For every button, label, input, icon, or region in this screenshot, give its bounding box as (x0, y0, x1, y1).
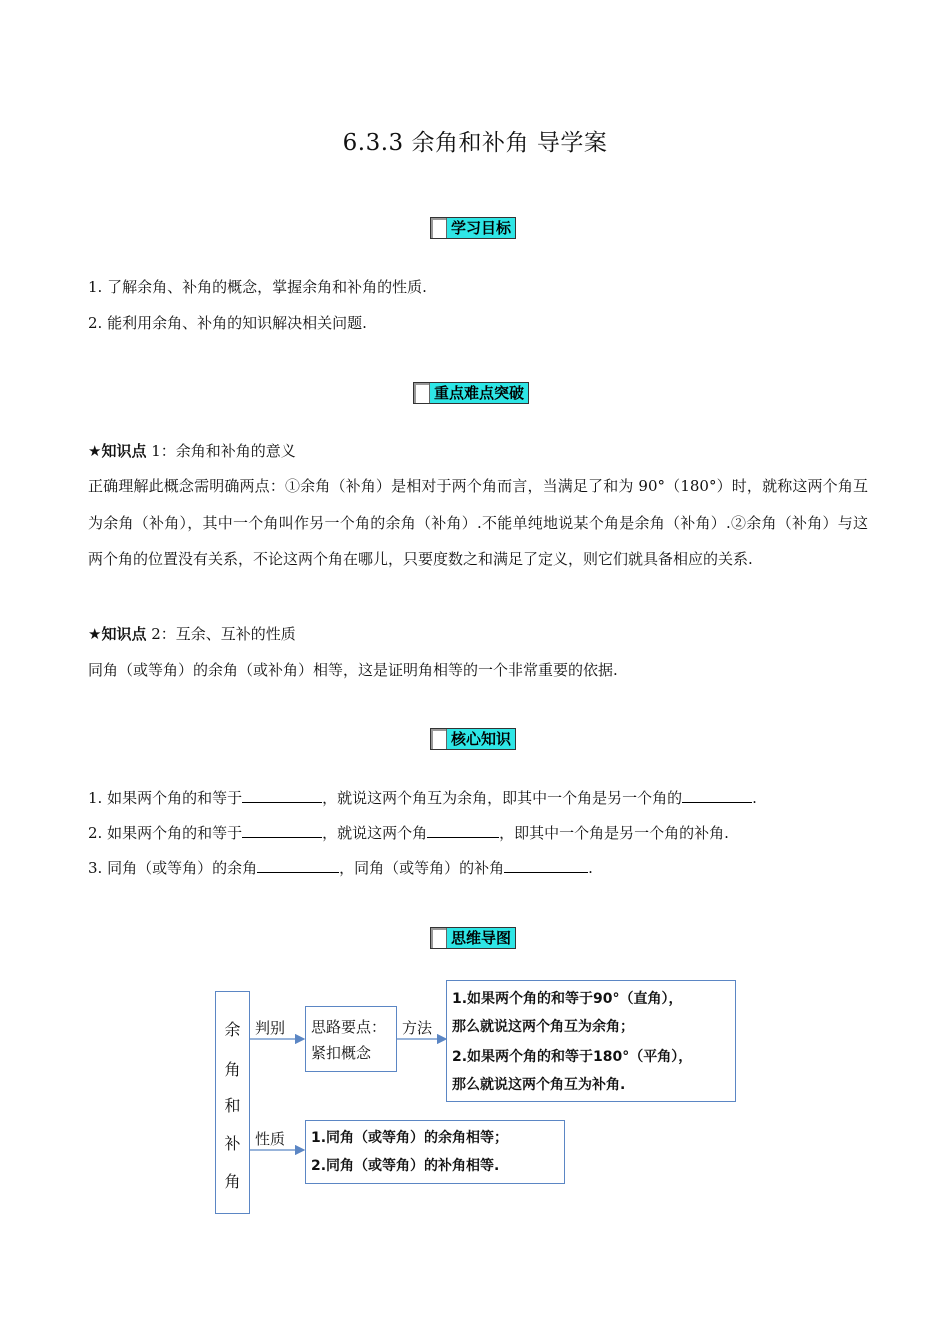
section-mindmap-header (430, 927, 516, 949)
judge-box: 1.如果两个角的和等于90°（直角）， 那么就说这两个角互为余角； 2.如果两个角的和等于180°（平角）， 那么就说这两个角互为补角. (446, 980, 736, 1102)
fill-blank[interactable] (504, 858, 588, 873)
kp1-label: ★知识点 (88, 442, 147, 460)
section-core-header (430, 728, 516, 750)
section-goals-header (430, 217, 516, 239)
kp1-title: 1：余角和补角的意义 (146, 442, 296, 460)
kp2-label: ★知识点 (88, 625, 147, 643)
fill-blank[interactable] (242, 823, 322, 838)
section-goals-title: 学习目标 (447, 218, 515, 238)
fill-blank[interactable] (427, 823, 499, 838)
core-item-1: 1. 如果两个角的和等于 ，就说这两个角互为余角，即其中一个角是另一个角的 . (88, 789, 757, 807)
section-core-title: 核心知识 (447, 729, 515, 749)
knowledge-point-1-body: 正确理解此概念需明确两点：①余角（补角）是相对于两个角而言，当满足了和为 90°（180°）时，就称这两个角互为余角（补角），其中一个角叫作另一个角的余角（补角）.不能单纯地说某个角是余角（补角）.②余角（补角）与这两个角的位置没有关系，不论这两个角在哪儿，只要度数之和满足了定义，则它们就具备相应的关系. (88, 477, 868, 568)
kp2-title: 2：互余、互补的性质 (146, 625, 296, 643)
knowledge-point-2-heading (88, 624, 868, 644)
goal-1: 1. 了解余角、补角的概念，掌握余角和补角的性质. (88, 278, 427, 296)
fill-blank[interactable] (242, 788, 322, 803)
page-title: 6.3.3 余角和补角 导学案 (342, 130, 608, 156)
method-label: 方法 (402, 1019, 433, 1037)
knowledge-point-1-heading (88, 441, 868, 461)
fill-blank[interactable] (682, 788, 752, 803)
mindmap-root: 余 角 和 补 角 (215, 991, 250, 1214)
fill-blank[interactable] (257, 858, 339, 873)
core-item-3: 3. 同角（或等角）的余角 ，同角（或等角）的补角 . (88, 859, 593, 877)
goal-2: 2. 能利用余角、补角的知识解决相关问题. (88, 314, 367, 332)
branch-property-label: 性质 (255, 1130, 286, 1148)
property-box: 1.同角（或等角）的余角相等； 2.同角（或等角）的补角相等. (305, 1120, 565, 1184)
method-box: 思路要点： 紧扣概念 (305, 1006, 397, 1072)
branch-judge-label: 判别 (255, 1019, 286, 1037)
section-keypoints-title: 重点难点突破 (430, 383, 528, 403)
core-item-2: 2. 如果两个角的和等于 ，就说这两个角 ，即其中一个角是另一个角的补角. (88, 824, 729, 842)
section-keypoints-header (413, 382, 529, 404)
knowledge-point-2-body: 同角（或等角）的余角（或补角）相等，这是证明角相等的一个非常重要的依据. (88, 661, 618, 679)
section-mindmap-title: 思维导图 (447, 928, 515, 948)
